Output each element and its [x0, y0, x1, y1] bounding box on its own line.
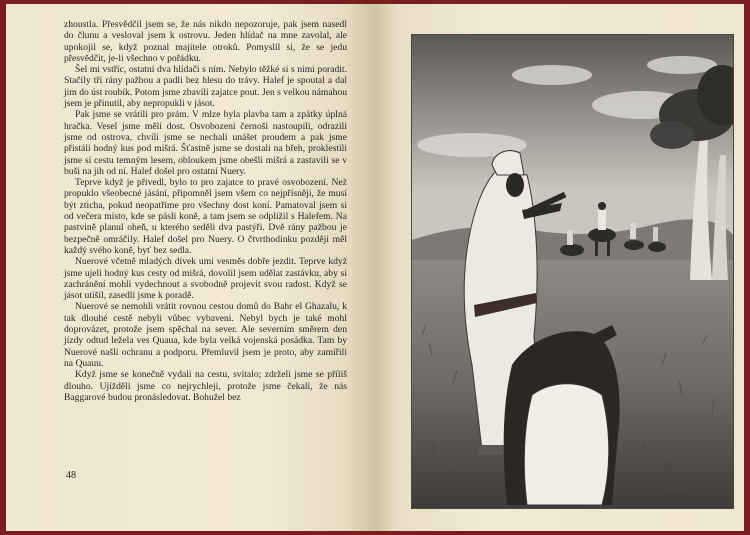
left-page [6, 4, 375, 531]
paragraph: Když jsme se konečně vydali na cestu, svítalo; zdrželi jsme se příliš dlouho. Ujížděli jsme co nejrychleji, protože jsme čekali, že nás Baggarové budou pronásledovat. Bohužel bez [64, 369, 347, 403]
body-text [64, 19, 347, 403]
paragraph: Nuerové včetně mladých dívek umí vesměs dobře jezdit. Teprve když jsme ujeli hodný kus cesty od mišrá, dovolil jsem udělat zastávku, aby si zachránění mohli vydechnout a svobodně projevit svou radost. Když se jásot utišil, zasedli jsme k poradě. [64, 256, 347, 302]
book-spread [6, 4, 744, 531]
paragraph: zhoustla. Přesvědčil jsem se, že nás nikdo nepozoruje, pak jsem nasedl do člunu a vesloval jsem k ostrovu. Jeden hlídač na mne zavolal, ale upokojil se, když poznal majitele otroků. Pomyslil si, že se jedu přesvědčit, je-li všechno v pořádku. [64, 19, 347, 64]
page-number: 48 [66, 470, 76, 481]
paragraph: Teprve když je přivedl, bylo to pro zajatce to pravé osvobození. Než propuklo všeobecné jásání, připomněl jsem všem co nejpřísněji, že musí být zticha, pokud neopatříme pro všechny dost koní. Pamatoval jsem si od večera místo, kde se pásli koně, a tam jsem se odplížil s Halefem. Na pastvině planul oheň, u kterého seděli dva pastýři. Dvě rány pažbou je bezpečně omráčily. Halef došel pro Nuery. O čtvrthodinku později měl každý svého koně, byť bez sedla. [64, 177, 347, 256]
right-page [375, 4, 744, 531]
illustration [411, 34, 734, 509]
paragraph: Pak jsme se vrátili pro prám. V mlze byla plavba tam a zpátky úplná hračka. Vesel jsme měli dost. Osvobození černoši nastoupili, odrazili jsme od ostrova, chvíli jsme se nechali unášet proudem a pak jsme přistáli hodný kus pod mišrá. Šťastně jsme se dostali na břeh, proklestili jsme si cestu temným lesem, obloukem jsme obešli mišrá a zastavili se v buši na jih od ní. Halef došel pro ostatní Nuery. [64, 109, 347, 177]
paragraph: Nuerové se nemohli vrátit rovnou cestou domů do Bahr el Ghazalu, k tak dlouhé cestě nebyli vůbec vybaveni. Nebyl bych je také mohl doprovázet, protože jsem spěchal na sever. Ale severním směrem den jízdy odtud ležela ves Quaua, kde byla velká vojenská posádka. Tam by Nuerové našli ochranu a podporu. Přemluvil jsem je proto, aby zamířili na Quauu. [64, 301, 347, 369]
paragraph: Šel mi vstříc, ostatní dva hlídači s ním. Nebylo těžké si s nimi poradit. Stačily tři rány pažbou a padli bez hlesu do trávy. Halef je spoutal a dal jim do úst roubík. Potom jsme zbavili zajatce pout. Jen s velkou námahou jsem je přinutil, aby nepropukli v jásot. [64, 64, 347, 110]
illustration-image [412, 35, 733, 508]
artist-signature: ~B.~~ [670, 491, 688, 499]
